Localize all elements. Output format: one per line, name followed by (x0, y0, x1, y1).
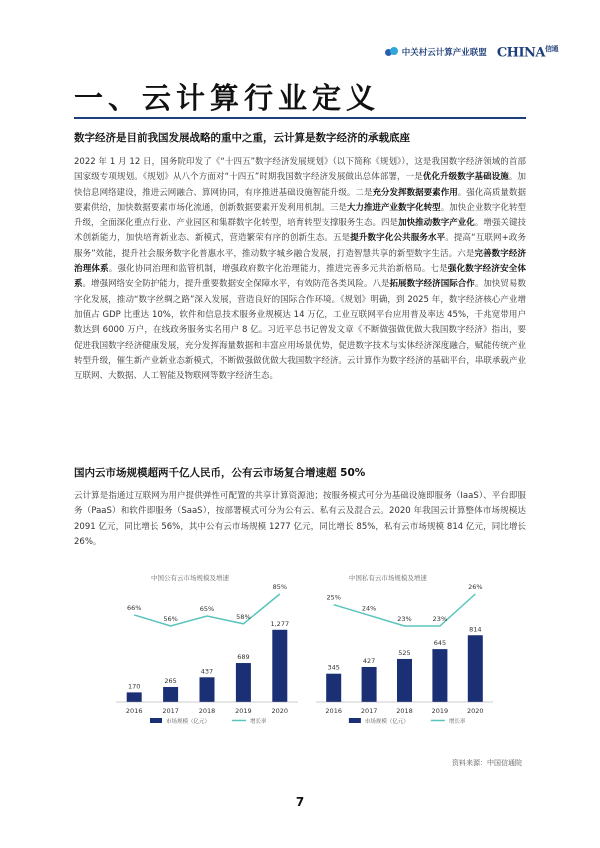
bar-value-label: 437 (200, 667, 214, 676)
chart-bar (432, 649, 447, 702)
section2-paragraph: 云计算是指通过互联网为用户提供弹性可配置的共享计算资源池；按服务模式可分为基础设施即服务（IaaS）、平台即服务（PaaS）和软件即服务（SaaS），按部署模式可分为公有云、私有云及混合云。2020 年我国云计算整体市场规模达 2091 亿元，同比增长 56%，其中公有云市场规模 1277 亿元，同比增长 85%，私有云市场规模 814 亿元，同比增长 26%。 (74, 491, 526, 547)
china-logo-text: CHINA (496, 45, 545, 61)
body-text: 。强化协同治理和监管机制，增强政府数字化治理能力，推进完善多元共治新格局。七是 (108, 264, 448, 275)
china-logo-mark: 信通 (545, 44, 558, 53)
chart-title: 中国公有云市场规模及增速 (151, 574, 229, 582)
growth-rate-label: 66% (126, 603, 142, 612)
body-text: 。加快企业数字化转型升级，全面深化重点行业、产业园区和集群数字化转型，培育转型支撑服务生态。四是 (74, 202, 526, 229)
growth-rate-label: 56% (163, 615, 178, 623)
chart-title: 中国私有云市场规模及增速 (348, 574, 427, 582)
section1-paragraph (74, 155, 526, 384)
highlight-text: 拓展数字经济国际合作 (389, 279, 475, 290)
body-text: 。加快贸易数字化发展，推动“数字丝绸之路”深入发展，营造良好的国际合作环境。《规划》明确，到 2025 年，数字经济核心产业增加值占 GDP 比重达 10%，软件和信息技术服务业规模达 14 万亿，工业互联网平台应用普及率达 45%，千兆宽带用户数达到 6000 万户，在线政务服务实名用户 8 亿。习近平总书记曾发文章《不断做强做优做大我国数字经济》指出，要促进我国数字经济健康发展，充分发挥海量数据和丰富应用场景优势，促进数字技术与实体经济深度融合，赋能传统产业转型升级，催生新产业新业态新模式，不断做强做优做大我国数字经济。云计算作为数字经济的基础平台，串联承载产业互联网、大数据、人工智能及物联网等数字经济生态。 (74, 279, 526, 382)
legend-line-label: 增长率 (250, 719, 267, 725)
bar-value-label: 1,277 (270, 619, 290, 628)
highlight-text: 完善数字经济治理体系 (74, 248, 526, 275)
legend-bar-label: 市场规模（亿元） (364, 719, 409, 725)
body-text: 。强化高质量数据要素供给，加快数据要素市场化流通，创新数据要素开发利用机制。三是 (74, 187, 526, 213)
bar-value-label: 170 (127, 682, 141, 691)
legend-line-label: 增长率 (448, 719, 466, 725)
growth-rate-label: 24% (361, 604, 377, 613)
body-text: 。增强关键技术创新能力，加快培育新业态、新模式，营造繁荣有序的创新生态。五是 (74, 218, 526, 244)
public-cloud-chart (106, 568, 306, 738)
bar-value-label: 645 (433, 639, 447, 648)
x-tick-label: 2016 (325, 707, 342, 715)
x-tick-label: 2018 (198, 707, 216, 715)
body-text: 2022 年 1 月 12 日，国务院印发了《“十四五”数字经济发展规划》（以下简称《规划》），这是我国数字经济领域的首部国家级专项规划。《规划》从八个方面对“十四五”时期我国数字经济发展做出总体部署，一是 (74, 157, 526, 183)
bar-value-label: 265 (164, 677, 177, 686)
x-tick-label: 2019 (235, 707, 252, 715)
growth-rate-label: 65% (199, 605, 215, 614)
highlight-text: 大力推进产业数字化转型 (346, 202, 441, 213)
growth-rate-label: 23% (432, 615, 448, 623)
highlight-text: 优化升级数字基础设施 (422, 172, 509, 183)
chart-bar (127, 692, 142, 702)
alliance-logo-icon (385, 47, 399, 57)
highlight-text: 强化数字经济安全体系 (74, 264, 526, 290)
legend-bar-swatch (150, 718, 162, 723)
x-tick-label: 2020 (467, 707, 484, 715)
body-text: 。增强网络安全防护能力，提升重要数据安全保障水平，有效防范各类风险。八是 (82, 279, 390, 290)
china-logo (497, 44, 558, 60)
x-tick-label: 2017 (162, 707, 179, 715)
source-note: 资料来源：中国信通院 (452, 759, 522, 767)
legend-bar-label: 市场规模（亿元） (166, 719, 211, 725)
chart-bar (362, 667, 377, 702)
growth-rate-label: 58% (236, 612, 251, 621)
highlight-text: 加快推动数字产业化 (398, 218, 475, 229)
x-tick-label: 2017 (360, 707, 378, 715)
bar-value-label: 689 (237, 653, 250, 662)
alliance-logo-text: 中关村云计算产业联盟 (401, 48, 487, 59)
growth-rate-label: 26% (468, 583, 483, 591)
chart-bar (163, 687, 178, 702)
growth-rate-label: 23% (397, 615, 412, 623)
body-text: 。提高“互联网+政务服务”效能，提升社会服务数字化普惠水平，推动数字城乡融合发展，打造智慧共享的新型数字生活。六是 (74, 233, 526, 259)
chart-bar (236, 663, 251, 702)
x-tick-label: 2019 (431, 707, 449, 715)
section2-heading: 国内云市场规模超两千亿人民币，公有云市场复合增速超 50% (74, 467, 366, 479)
highlight-text: 提升数字化公共服务水平 (350, 233, 446, 244)
private-cloud-chart (306, 568, 501, 738)
legend-bar-swatch (349, 718, 361, 723)
highlight-text: 充分发挥数据要素作用 (372, 187, 458, 198)
x-tick-label: 2020 (271, 707, 289, 715)
chart-bar (326, 674, 341, 702)
bar-value-label: 427 (362, 656, 376, 665)
page-title: 一、云计算行业定义 (74, 81, 381, 115)
chart-bar (468, 635, 483, 702)
chart-bar (272, 630, 287, 702)
chart-bar (200, 677, 215, 702)
title-divider (74, 117, 526, 119)
header-logos (385, 44, 558, 60)
section1-heading: 数字经济是目前我国发展战略的重中之重，云计算是数字经济的承载底座 (74, 132, 410, 144)
bar-value-label: 525 (398, 648, 411, 657)
chart-bar (397, 659, 412, 702)
growth-rate-label: 85% (272, 583, 288, 591)
page-number: 7 (295, 795, 305, 809)
body-text: 。加快信息网络建设，推进云网融合、算网协同，有序推进基础设施智能升级。二是 (74, 172, 526, 198)
x-tick-label: 2016 (125, 707, 143, 715)
alliance-logo (385, 46, 487, 58)
bar-value-label: 814 (469, 625, 482, 634)
growth-rate-label: 25% (326, 593, 341, 602)
x-tick-label: 2018 (396, 707, 413, 715)
bar-value-label: 345 (327, 663, 340, 672)
